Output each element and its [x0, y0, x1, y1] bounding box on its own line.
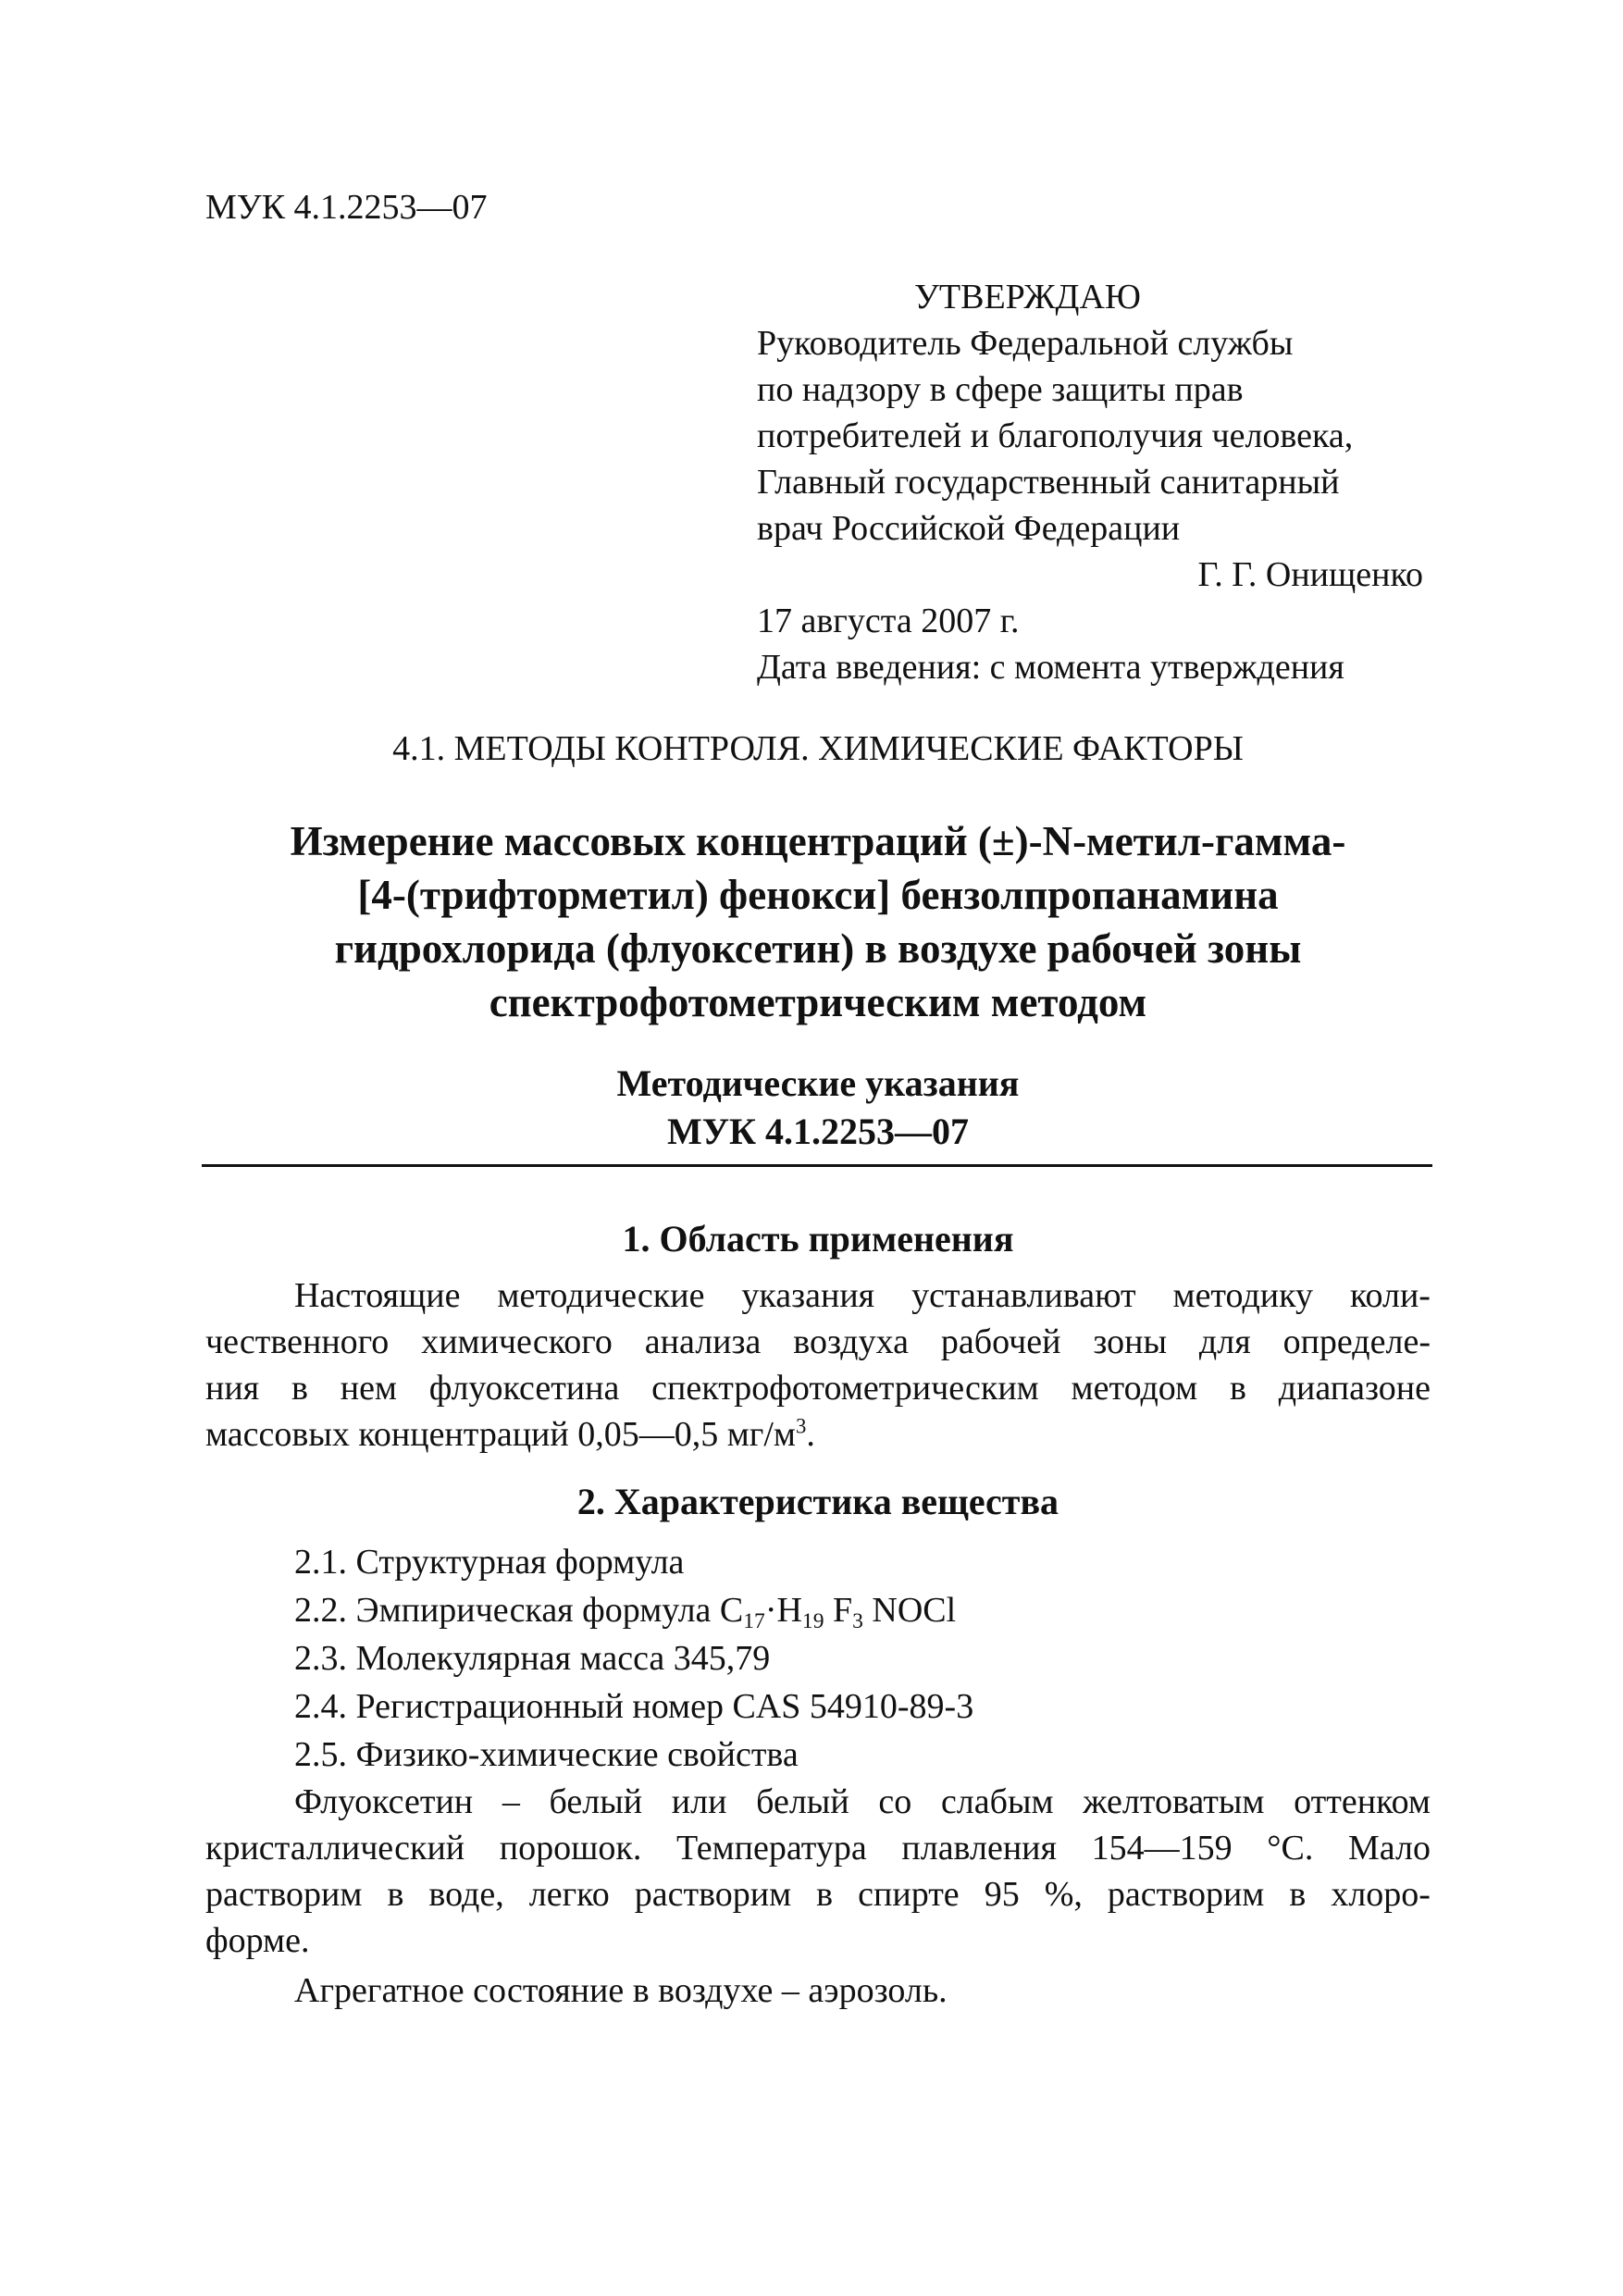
word: порошок. [499, 1829, 642, 1868]
word: ния [205, 1369, 260, 1408]
section2-heading: 2. Характеристика вещества [576, 1481, 1059, 1522]
list-item-cas-number: 2.4. Регистрационный номер CAS 54910-89-3 [294, 1687, 974, 1726]
word: воздуха [793, 1322, 909, 1361]
word: для [1198, 1322, 1251, 1361]
paragraph-line [205, 1272, 1431, 1319]
word: в [387, 1875, 404, 1914]
word: легко [528, 1875, 610, 1914]
word: желтоватым [1083, 1782, 1265, 1821]
word: коли- [1349, 1276, 1431, 1315]
list-item-structural-formula: 2.1. Структурная формула [294, 1543, 685, 1582]
substance-characteristics-list [294, 1538, 973, 1779]
doc-code-header: МУК 4.1.2253—07 [205, 188, 488, 227]
document-title [205, 814, 1431, 1029]
word: – [502, 1782, 520, 1821]
word: плавления [901, 1829, 1057, 1868]
paragraph-line [205, 1779, 1431, 1825]
title-line: гидрохлорида (флуоксетин) в воздухе рабочей зоны [334, 925, 1302, 972]
concentration-range: массовых концентраций 0,05—0,5 мг/м [205, 1415, 796, 1454]
word: флуоксетина [428, 1369, 620, 1408]
word: %, [1044, 1875, 1083, 1914]
subtitle-type: Методические указания [616, 1062, 1020, 1104]
sentence-end: . [806, 1415, 815, 1454]
properties-paragraph [205, 1779, 1431, 2014]
subtitle-code: МУК 4.1.2253—07 [666, 1111, 970, 1152]
word: растворим [1107, 1875, 1265, 1914]
paragraph-line [205, 1319, 1431, 1365]
methods-section-header: 4.1. МЕТОДЫ КОНТРОЛЯ. ХИМИЧЕСКИЕ ФАКТОРЫ [392, 729, 1244, 768]
word: устанавливают [911, 1276, 1136, 1315]
word: методом [1071, 1369, 1198, 1408]
word: нем [340, 1369, 397, 1408]
word: растворим [205, 1875, 363, 1914]
approval-position-line: потребителей и благополучия человека, [757, 416, 1354, 455]
word: рабочей [940, 1322, 1061, 1361]
word: в [1289, 1875, 1307, 1914]
list-item-molecular-mass: 2.3. Молекулярная масса 345,79 [294, 1639, 771, 1678]
word: хлоро- [1331, 1875, 1431, 1914]
paragraph-last-line [205, 1411, 1431, 1458]
word: кристаллический [205, 1829, 465, 1868]
word: методику [1172, 1276, 1314, 1315]
word: методические [497, 1276, 705, 1315]
word: Настоящие [294, 1276, 461, 1315]
word: 95 [984, 1875, 1020, 1914]
word: анализа [644, 1322, 762, 1361]
section1-heading: 1. Область применения [622, 1218, 1014, 1260]
word: растворим [634, 1875, 792, 1914]
approval-date: 17 августа 2007 г. [757, 602, 1020, 640]
word: определе- [1282, 1322, 1431, 1361]
list-item-physchem-properties: 2.5. Физико-химические свойства [294, 1735, 799, 1774]
word: чественного [205, 1322, 390, 1361]
approval-title: УТВЕРЖДАЮ [914, 278, 1141, 316]
paragraph-line [205, 1871, 1431, 1917]
word: в [1229, 1369, 1246, 1408]
word: белый [756, 1782, 849, 1821]
word: Мало [1348, 1829, 1431, 1868]
word: в [291, 1369, 308, 1408]
word: зоны [1093, 1322, 1167, 1361]
word: Температура [676, 1829, 867, 1868]
word: указания [741, 1276, 875, 1315]
approval-effective-date: Дата введения: с момента утверждения [757, 648, 1344, 687]
word: спирте [858, 1875, 960, 1914]
word: воде, [428, 1875, 504, 1914]
approval-signer: Г. Г. Онищенко [1197, 555, 1423, 594]
aggregate-state-line: Агрегатное состояние в воздухе – аэрозоль. [294, 1971, 948, 2010]
approval-position-line: Главный государственный санитарный [757, 463, 1340, 502]
word: °С. [1267, 1829, 1314, 1868]
paragraph-last-line: форме. [205, 1921, 310, 1960]
title-line: Измерение массовых концентраций (±)-N-метил-гамма- [290, 818, 1346, 864]
word: диапазоне [1278, 1369, 1431, 1408]
approval-position-line: по надзору в сфере защиты прав [757, 370, 1244, 409]
approval-block [757, 274, 1423, 690]
word: белый [549, 1782, 643, 1821]
title-line: [4-(трифторметил) фенокси] бензолпропанамина [357, 872, 1279, 918]
unit-exponent: 3 [795, 1414, 807, 1438]
paragraph-line [205, 1365, 1431, 1411]
word: в [816, 1875, 834, 1914]
word: или [671, 1782, 727, 1821]
word: со [878, 1782, 912, 1821]
approval-position-line: врач Российской Федерации [757, 509, 1181, 548]
word: химического [421, 1322, 613, 1361]
title-divider [202, 1164, 1432, 1167]
word: слабым [940, 1782, 1054, 1821]
word: Флуоксетин [294, 1782, 474, 1821]
document-subtitle [205, 1060, 1431, 1156]
word: оттенком [1294, 1782, 1431, 1821]
approval-position-line: Руководитель Федеральной службы [757, 324, 1294, 363]
section1-paragraph [205, 1272, 1431, 1458]
word: спектрофотометрическим [651, 1369, 1039, 1408]
paragraph-line [205, 1825, 1431, 1871]
title-line: спектрофотометрическим методом [489, 979, 1147, 1025]
list-item-empirical-formula: 2.2. Эмпирическая формула $C_{17}\cdot H_{19}$ $F_3$ NOCl [294, 1591, 957, 1634]
word: 154—159 [1091, 1829, 1233, 1868]
